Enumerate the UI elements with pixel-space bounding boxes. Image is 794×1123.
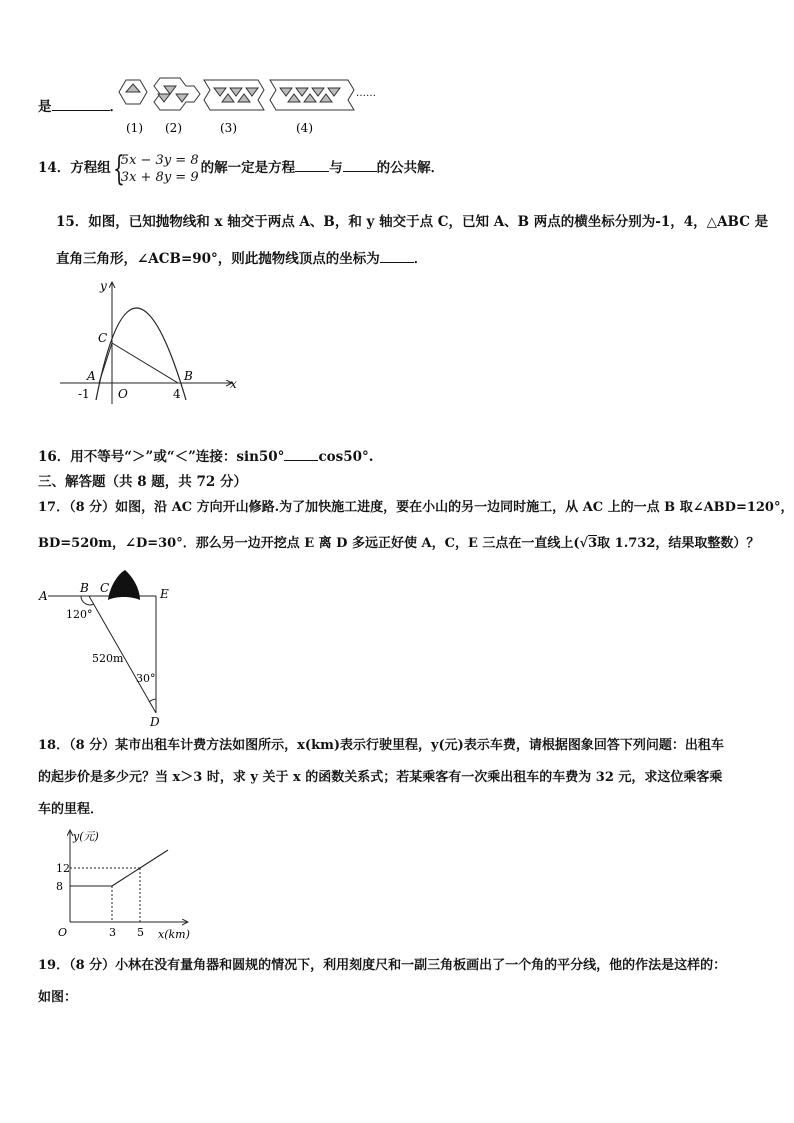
q18-line3: 车的里程．	[38, 802, 104, 817]
q14-text-d: 的公共解．	[376, 160, 445, 176]
q15-tick-neg1: -1	[78, 387, 90, 401]
q17-line2-text-a: BD=520m，∠D=30°．那么另一边开挖点 E 离 D 多远正好使 A，C，E 三点在一直线上(	[38, 536, 580, 551]
q17-point-a: A	[39, 589, 48, 603]
q16	[38, 446, 374, 467]
q17-mountain-icon	[108, 570, 140, 600]
q15-tick-4: 4	[173, 387, 181, 401]
q13-label-1: (1)	[126, 121, 143, 135]
q18-x-axis-label: x(km)	[158, 928, 190, 941]
q15-line2	[56, 248, 427, 269]
q17-angle-30: 30°	[136, 672, 156, 685]
q17-angle-120: 120°	[66, 608, 93, 621]
q15-segment-ca	[99, 343, 112, 383]
q15-origin: O	[118, 387, 128, 401]
q17-figure	[36, 566, 186, 732]
q18-line1: 18．（8 分）某市出租车计费方法如图所示，x(km)表示行驶里程，y(元)表示车费，请根据图象回答下列问题：出租车	[38, 738, 724, 753]
q18-y-axis-label: y(元)	[73, 830, 99, 843]
section-3-heading: 三、解答题（共 8 题，共 72 分）	[38, 474, 247, 490]
q13-label-2: (2)	[165, 121, 182, 135]
q17-line2-text-b: 取 1.732，结果取整数）？	[597, 536, 760, 551]
q16-blank	[284, 446, 318, 461]
y-tick-label-8: 8	[56, 880, 63, 893]
q14-blank-1	[295, 157, 329, 172]
q15-answer-blank	[380, 248, 414, 263]
q17-point-e: E	[160, 587, 169, 601]
q13-label-4: (4)	[296, 121, 313, 135]
q13-tail: 是 ．	[38, 96, 123, 117]
q13-ellipsis: ……	[356, 88, 376, 99]
q16-text-a: 16．用不等号“＞”或“＜”连接：sin50°	[38, 449, 285, 465]
q15-point-c: C	[98, 331, 108, 345]
q17-length-520: 520m	[92, 652, 124, 665]
q14-eq1: 5x − 3y = 8	[120, 152, 199, 168]
q15-line2-end: ．	[413, 251, 428, 267]
q18-line2: 的起步价是多少元？当 x＞3 时，求 y 关于 x 的函数关系式；若某乘客有一次乘出租车的车费为 32 元，求这位乘客乘	[38, 770, 723, 785]
q14-text-c: 与	[329, 160, 343, 176]
q15-x-label: x	[230, 377, 237, 391]
q17-point-d: D	[150, 715, 160, 729]
q13-prefix: 是	[38, 99, 52, 115]
q14-eq2: 3x + 8y = 9	[120, 169, 199, 185]
q17-point-b: B	[80, 581, 89, 595]
q16-text-b: cos50°.	[318, 449, 374, 465]
q15-point-a: A	[87, 369, 96, 383]
q17-point-c: C	[100, 581, 110, 595]
q15-point-b: B	[184, 369, 193, 383]
q17-angle-arc-d	[149, 699, 156, 702]
q14-blank-2	[343, 157, 377, 172]
y-tick-label-12: 12	[56, 862, 70, 875]
x-tick-label-5: 5	[137, 926, 144, 939]
q19-line2: 如图：	[38, 990, 78, 1005]
fare-line-segment	[112, 868, 140, 886]
q14-number: 14．	[38, 160, 71, 176]
fare-line-segment	[140, 850, 168, 868]
q13-label-3: (3)	[220, 121, 237, 135]
q15-parabola-figure	[60, 276, 250, 406]
q18-taxi-fare-chart	[48, 826, 198, 944]
q14-text-a: 方程组	[70, 160, 111, 176]
q17-sqrt-icon: √	[579, 536, 589, 551]
q17-sqrt-value: 3	[588, 536, 598, 551]
q19-line1: 19．（8 分）小林在没有量角器和圆规的情况下，利用刻度尺和一副三角板画出了一个角的平分线，他的作法是这样的：	[38, 958, 727, 973]
q14-equation-system	[112, 148, 199, 189]
q15-y-label: y	[100, 279, 107, 293]
q14-brace-icon: {	[112, 148, 125, 189]
q13-hexagon-figures	[118, 70, 388, 140]
q14	[38, 146, 444, 190]
x-tick-label-3: 3	[109, 926, 116, 939]
q15-line1: 15．如图，已知抛物线和 x 轴交于两点 A、B，和 y 轴交于点 C，已知 A、B 两点的横坐标分别为-1，4，△ABC 是	[56, 214, 769, 230]
q17-line1: 17．（8 分）如图，沿 AC 方向开山修路.为了加快施工进度，要在小山的另一边同时施工，从 AC 上的一点 B 取∠ABD=120°，	[38, 500, 794, 515]
q17-line2	[38, 534, 759, 554]
q13-answer-blank	[52, 96, 110, 111]
q18-origin: O	[58, 926, 68, 939]
q14-text-b: 的解一定是方程	[200, 160, 296, 176]
q15-line2-text: 直角三角形，∠ACB=90°，则此抛物线顶点的坐标为	[56, 251, 380, 267]
